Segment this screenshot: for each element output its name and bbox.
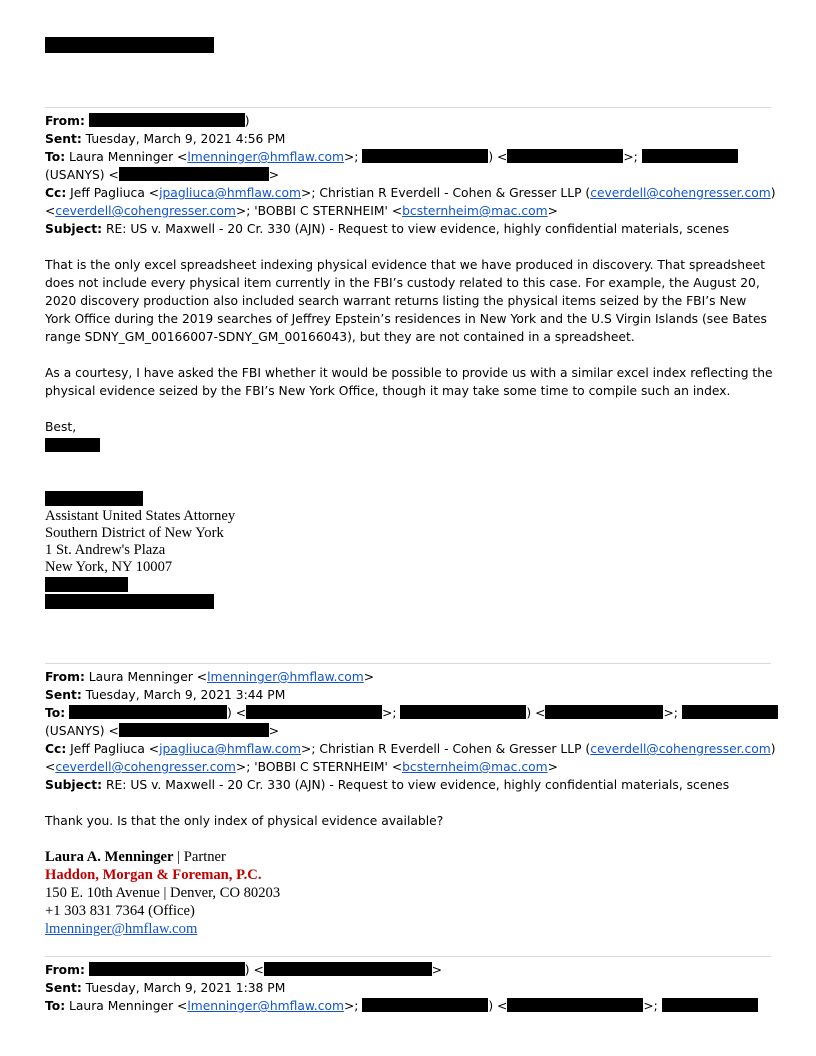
divider	[45, 663, 771, 664]
redaction-bar	[119, 723, 269, 737]
email1-closing: Best,	[45, 420, 77, 434]
subject-label: Subject:	[45, 778, 103, 792]
cc-email-link[interactable]: ceverdell@cohengresser.com	[55, 760, 236, 774]
cc-email-link[interactable]: bcsternheim@mac.com	[402, 204, 548, 218]
signature-email-link[interactable]: lmenninger@hmflaw.com	[45, 921, 198, 937]
email2-body: Thank you. Is that the only index of physical evidence available?	[45, 814, 444, 828]
subject-value: RE: US v. Maxwell - 20 Cr. 330 (AJN) - Request to view evidence, highly confidential materials, scenes	[105, 222, 730, 236]
sent-value: Tuesday, March 9, 2021 1:38 PM	[85, 981, 286, 995]
cc-b: >; Christian R Everdell - Cohen & Gresser LLP (	[301, 186, 591, 200]
redaction-bar	[642, 149, 738, 163]
redaction-bar	[89, 962, 245, 976]
cc2-c: >	[547, 204, 558, 218]
to-label: To:	[45, 150, 66, 164]
to-sep: ) <	[227, 706, 247, 720]
from-label: From:	[45, 963, 85, 977]
redaction-bar	[45, 491, 143, 506]
cc-label: Cc:	[45, 186, 67, 200]
redaction-bar	[89, 113, 245, 127]
redaction-bar	[507, 998, 643, 1012]
to-label: To:	[45, 706, 66, 720]
to-sep: >;	[623, 150, 642, 164]
redaction-bar	[246, 705, 382, 719]
signature-name-line	[45, 849, 226, 866]
cc2-b: >; 'BOBBI C STERNHEIM' <	[235, 760, 403, 774]
to-after: >;	[343, 150, 363, 164]
redaction-bar	[400, 705, 526, 719]
email2-cc-cont	[45, 758, 558, 776]
email3-sent	[45, 979, 285, 997]
email1-to-cont	[45, 166, 279, 184]
signature-firm: Haddon, Morgan & Foreman, P.C.	[45, 867, 262, 883]
redaction-bar	[45, 594, 214, 609]
redaction-bar	[119, 167, 269, 181]
to-sep: >;	[663, 706, 682, 720]
email1-cc-cont	[45, 202, 558, 220]
from-email-link[interactable]: lmenninger@hmflaw.com	[207, 670, 364, 684]
email1-from	[45, 112, 250, 130]
cc-email-link[interactable]: jpagliuca@hmflaw.com	[159, 742, 302, 756]
to-name: Laura Menninger <	[69, 999, 188, 1013]
redaction-bar	[264, 962, 432, 976]
redaction-bar	[662, 998, 758, 1012]
email2-to-cont	[45, 722, 279, 740]
email1-sent	[45, 130, 285, 148]
to-line2-a: (USANYS) <	[45, 724, 119, 738]
email2-to	[45, 704, 778, 722]
signature-address: 150 E. 10th Avenue | Denver, CO 80203	[45, 885, 281, 901]
sent-value: Tuesday, March 9, 2021 3:44 PM	[85, 688, 286, 702]
cc2-a: <	[45, 760, 56, 774]
sent-label: Sent:	[45, 688, 82, 702]
email1-subject	[45, 220, 729, 238]
to-line2-b: >	[268, 724, 280, 738]
cc-b: >; Christian R Everdell - Cohen & Gresser LLP (	[301, 742, 591, 756]
cc2-a: <	[45, 204, 56, 218]
cc-email-link[interactable]: jpagliuca@hmflaw.com	[159, 186, 302, 200]
from-b: >	[363, 670, 375, 684]
from-sep: >	[431, 963, 443, 977]
to-after: >;	[343, 999, 363, 1013]
cc-a: Jeff Pagliuca <	[70, 742, 160, 756]
signature-address-line1: 1 St. Andrew's Plaza	[45, 542, 166, 558]
email2-subject	[45, 776, 729, 794]
email1-body-paragraph: That is the only excel spreadsheet indexing physical evidence that we have produced in discovery. That spreadsheet does not include every physical item currently in the FBI’s custody related to this case. For example, the August 20, 2020 discovery production also included search warrant returns listing the physical items seized by the FBI’s New York Office during the 2019 searches of Jeffrey Epstein’s residences in New York and the U.S Virgin Islands (see Bates range SDNY_GM_00166007-SDNY_GM_00166043), but they are not contained in a spreadsheet.	[45, 258, 767, 344]
cc-email-link[interactable]: bcsternheim@mac.com	[402, 760, 548, 774]
signature-name: Laura A. Menninger	[45, 849, 174, 865]
signature-role: | Partner	[173, 849, 226, 865]
email2-cc	[45, 740, 776, 758]
to-sep: ) <	[488, 999, 508, 1013]
to-name: Laura Menninger <	[69, 150, 188, 164]
redaction-bar	[45, 577, 128, 592]
to-line2-b: >	[268, 168, 280, 182]
from-label: From:	[45, 670, 85, 684]
email1-body-paragraph: As a courtesy, I have asked the FBI whether it would be possible to provide us with a similar excel index reflecting the physical evidence seized by the FBI’s New York Office, though it may take some time to compile such an index.	[45, 366, 773, 398]
cc-email-link[interactable]: ceverdell@cohengresser.com	[590, 742, 771, 756]
email2-from	[45, 668, 374, 686]
email2-sent	[45, 686, 285, 704]
sent-label: Sent:	[45, 132, 82, 146]
to-sep: >;	[382, 706, 401, 720]
from-label: From:	[45, 114, 85, 128]
cc2-b: >; 'BOBBI C STERNHEIM' <	[235, 204, 403, 218]
redaction-bar	[682, 705, 778, 719]
redaction-bar	[69, 705, 227, 719]
cc-a: Jeff Pagliuca <	[70, 186, 160, 200]
signature-office: Southern District of New York	[45, 525, 224, 541]
redaction-bar	[507, 149, 623, 163]
email3-from	[45, 961, 442, 979]
cc2-c: >	[547, 760, 558, 774]
redaction-bar	[45, 438, 100, 452]
to-email-link[interactable]: lmenninger@hmflaw.com	[187, 150, 344, 164]
to-sep: ) <	[526, 706, 546, 720]
cc-email-link[interactable]: ceverdell@cohengresser.com	[55, 204, 236, 218]
signature-address-line2: New York, NY 10007	[45, 559, 173, 575]
to-sep: ) <	[488, 150, 508, 164]
divider	[45, 107, 771, 108]
cc-c: )	[770, 742, 776, 756]
subject-value: RE: US v. Maxwell - 20 Cr. 330 (AJN) - Request to view evidence, highly confidential materials, scenes	[105, 778, 730, 792]
from-a: Laura Menninger <	[88, 670, 208, 684]
cc-c: )	[770, 186, 776, 200]
signature-title: Assistant United States Attorney	[45, 508, 236, 524]
cc-label: Cc:	[45, 742, 67, 756]
redaction-bar	[362, 149, 488, 163]
cc-email-link[interactable]: ceverdell@cohengresser.com	[590, 186, 771, 200]
redaction-bar	[545, 705, 663, 719]
from-tail: )	[244, 114, 250, 128]
from-sep: ) <	[244, 963, 264, 977]
email1-to	[45, 148, 738, 166]
signature-phone: +1 303 831 7364 (Office)	[45, 903, 195, 919]
to-label: To:	[45, 999, 66, 1013]
sent-value: Tuesday, March 9, 2021 4:56 PM	[85, 132, 286, 146]
divider	[45, 956, 771, 957]
to-sep: >;	[643, 999, 662, 1013]
to-email-link[interactable]: lmenninger@hmflaw.com	[187, 999, 344, 1013]
sent-label: Sent:	[45, 981, 82, 995]
redaction-bar	[362, 998, 488, 1012]
to-line2-a: (USANYS) <	[45, 168, 119, 182]
subject-label: Subject:	[45, 222, 103, 236]
email1-cc	[45, 184, 776, 202]
redaction-bar	[45, 37, 214, 53]
email3-to	[45, 997, 758, 1015]
